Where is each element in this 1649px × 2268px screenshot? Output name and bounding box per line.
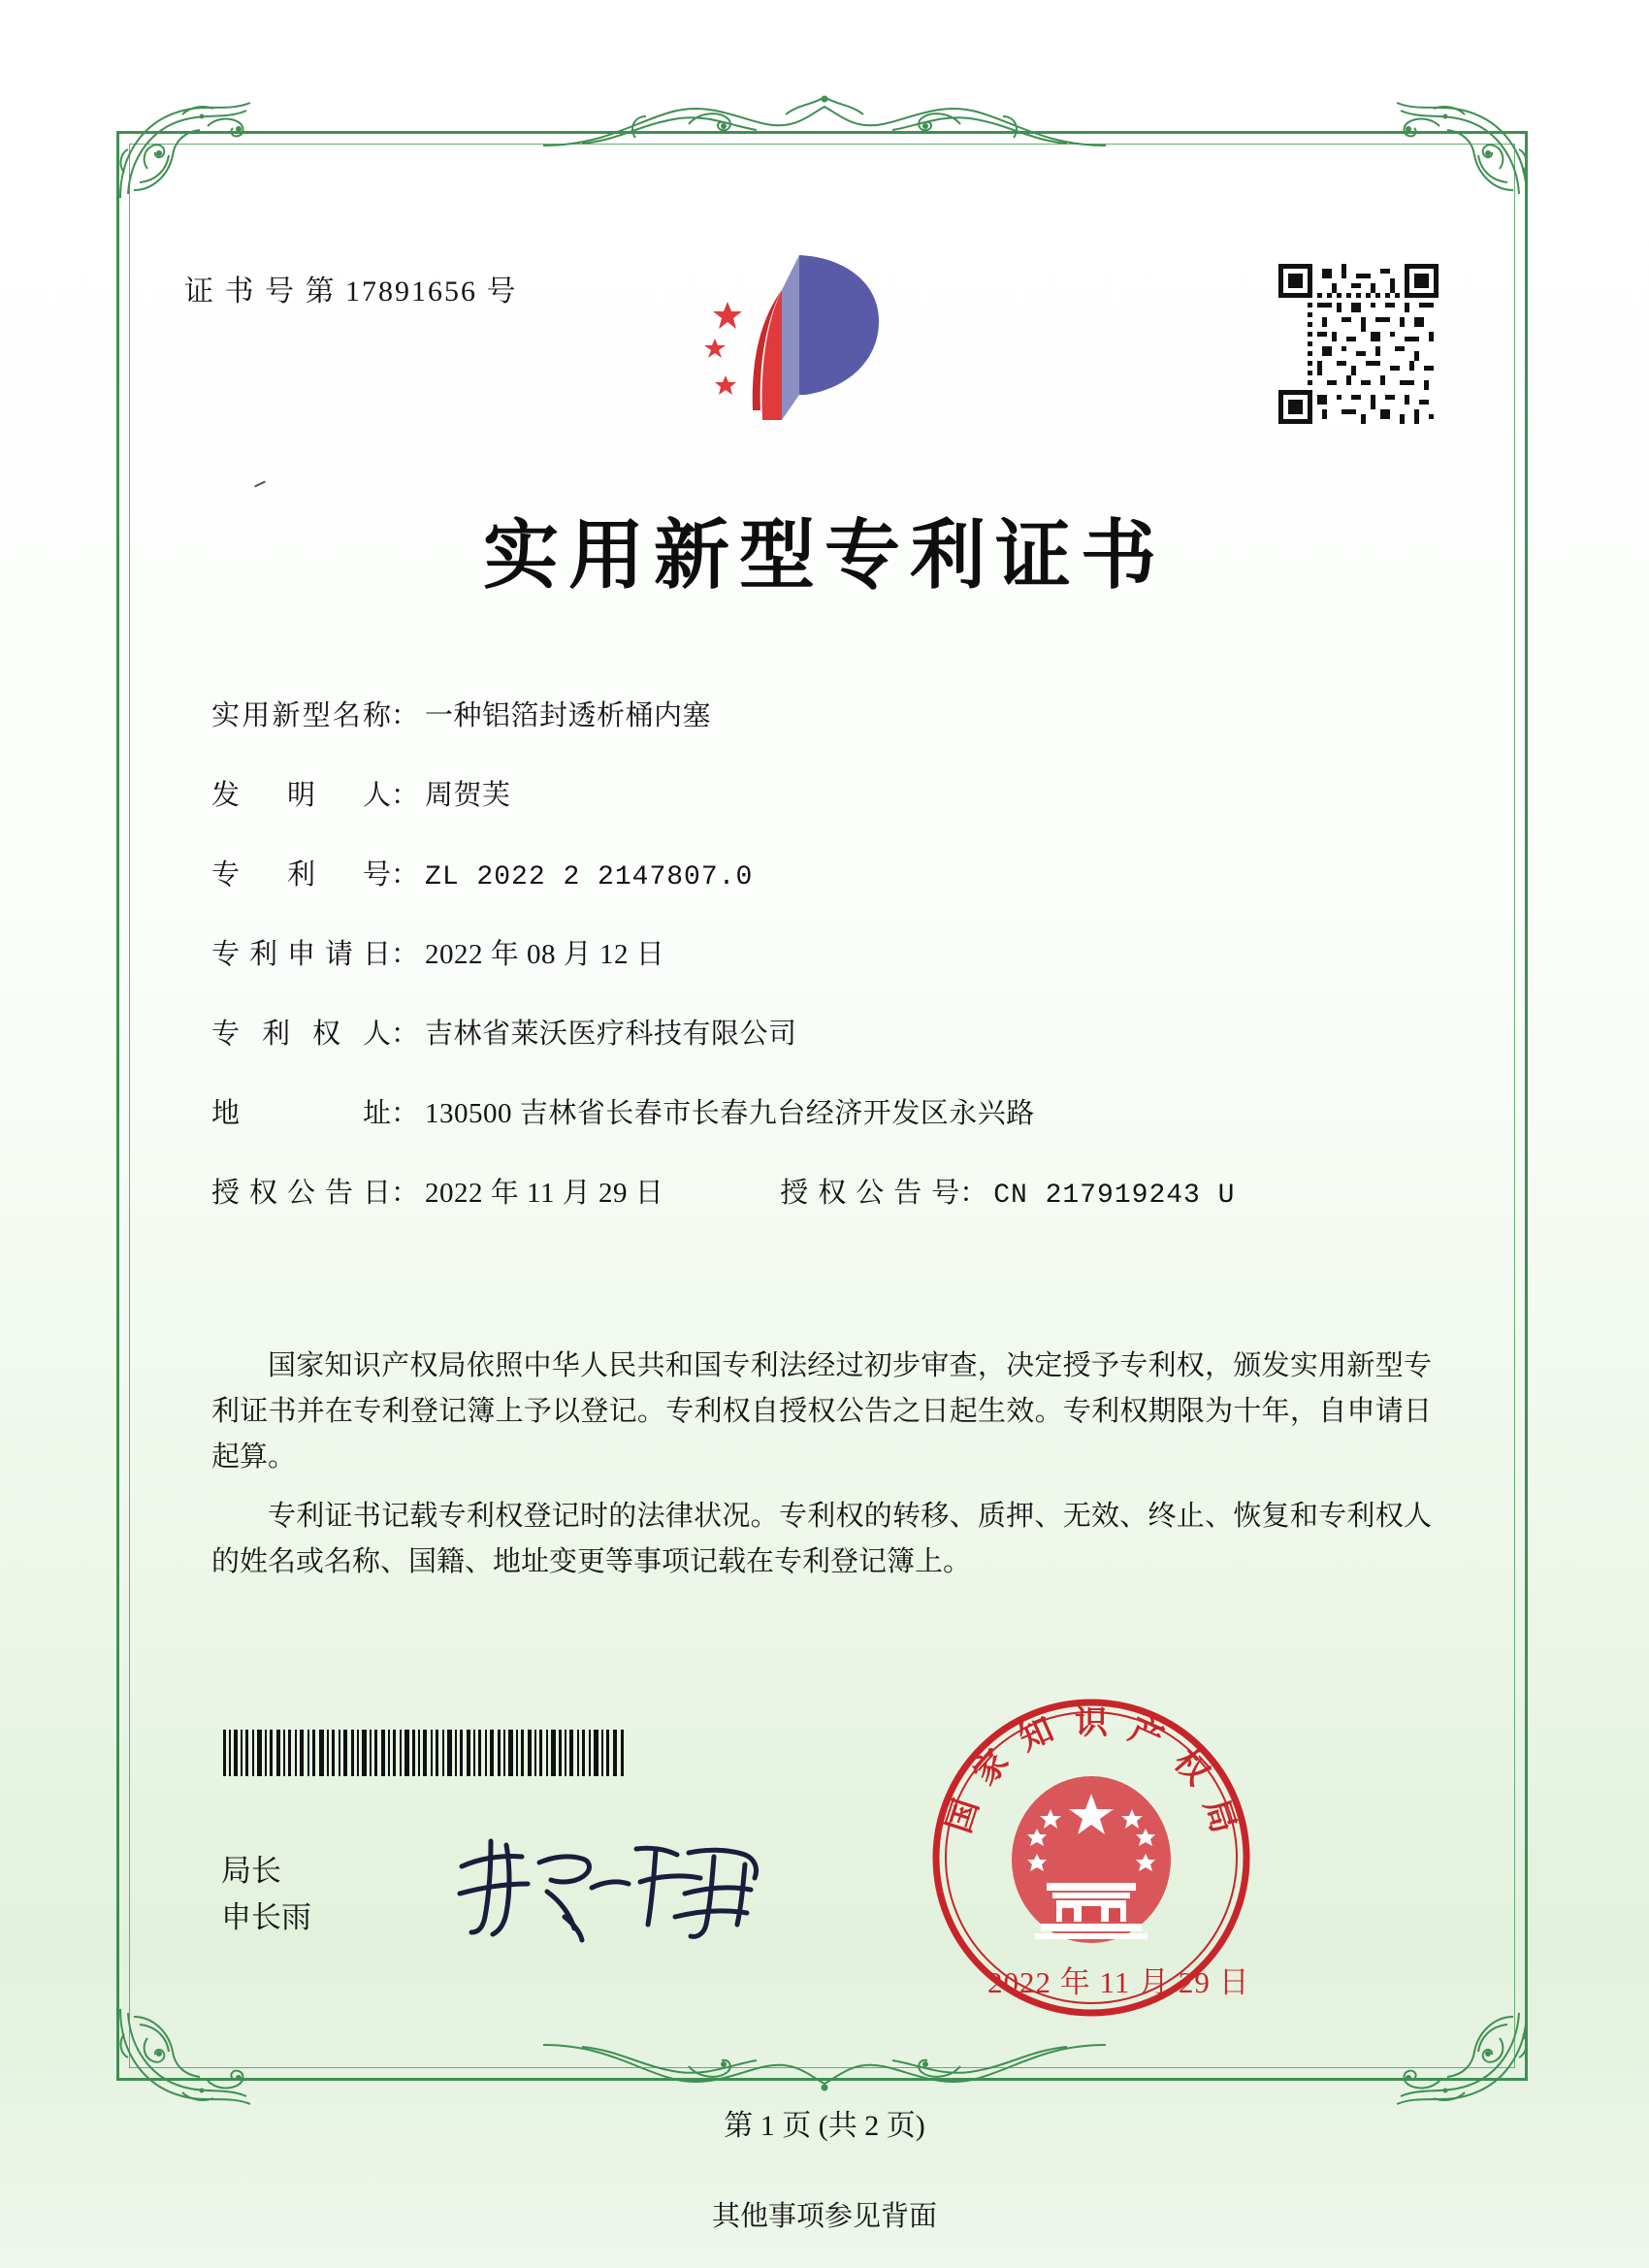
field-colon: ： — [391, 1019, 420, 1050]
field-row-grant — [211, 1171, 1424, 1211]
svg-text:权: 权 — [1166, 1741, 1217, 1794]
top-center-ornament — [543, 85, 1106, 163]
field-row-address — [211, 1091, 1424, 1131]
handwritten-signature-icon — [446, 1824, 805, 1950]
bottom-center-ornament — [543, 2037, 1106, 2105]
field-value-grant-date: 2022 年 11 月 29 日 — [425, 1178, 664, 1209]
qr-code-icon — [1278, 264, 1439, 424]
back-page-note: 其他事项参见背面 — [711, 2201, 937, 2232]
field-label-grant-date: 授权公告日 — [211, 1178, 391, 1209]
field-value-grant-number: CN 217919243 U — [993, 1181, 1236, 1211]
field-colon: ： — [391, 700, 420, 731]
signature-block — [221, 1848, 311, 1941]
patent-office-logo-icon — [698, 247, 902, 432]
svg-text:识: 识 — [1075, 1703, 1108, 1742]
seal-date: 2022 年 11 月 29 日 — [987, 1965, 1250, 1999]
certificate-number: 证 书 号 第 17891656 号 — [184, 275, 518, 308]
svg-text:知: 知 — [1013, 1709, 1060, 1760]
field-value-application-date: 2022 年 08 月 12 日 — [425, 939, 665, 970]
page-title: 实用新型专利证书 — [482, 511, 1166, 599]
field-colon: ： — [959, 1178, 988, 1209]
page-number: 第 1 页 (共 2 页) — [724, 2110, 925, 2142]
field-row-name — [211, 694, 1424, 733]
field-row-inventor — [211, 773, 1424, 813]
field-value-patentee: 吉林省莱沃医疗科技有限公司 — [425, 1019, 797, 1050]
field-label-inventor: 发 明 人 — [211, 780, 391, 811]
svg-text:产: 产 — [1122, 1709, 1170, 1760]
field-colon: ： — [391, 1098, 420, 1129]
svg-text:局: 局 — [1195, 1794, 1244, 1838]
signature-name-label: 申长雨 — [221, 1900, 311, 1935]
field-list — [211, 694, 1424, 1250]
svg-text:家: 家 — [965, 1741, 1017, 1794]
field-value-address: 130500 吉林省长春市长春九台经济开发区永兴路 — [425, 1098, 1035, 1129]
field-colon: ： — [391, 859, 420, 891]
field-row-patentee — [211, 1012, 1424, 1052]
field-value-patent-number: ZL 2022 2 2147807.0 — [425, 862, 754, 892]
field-colon: ： — [391, 1178, 420, 1209]
field-label-patentee: 专 利 权 人 — [211, 1019, 391, 1050]
field-label-address: 地 址 — [211, 1098, 391, 1129]
legal-paragraph-2: 专利证书记载专利权登记时的法律状况。专利权的转移、质押、无效、终止、恢复和专利权人的姓名或名称、国籍、地址变更等事项记载在专利登记簿上。 — [211, 1500, 1432, 1577]
field-row-application-date — [211, 932, 1424, 972]
svg-text:国: 国 — [939, 1794, 987, 1838]
field-label-name: 实用新型名称 — [211, 700, 391, 731]
barcode — [221, 1730, 629, 1776]
legal-text-block — [211, 1344, 1432, 1599]
field-value-inventor: 周贺芙 — [425, 780, 511, 811]
field-label-patent-number: 专 利 号 — [211, 859, 391, 891]
field-row-patent-number — [211, 853, 1424, 892]
legal-paragraph-1: 国家知识产权局依照中华人民共和国专利法经过初步审查，决定授予专利权，颁发实用新型专利证书并在专利登记簿上予以登记。专利权自授权公告之日起生效。专利权期限为十年，自申请日起算。 — [211, 1350, 1432, 1473]
field-colon: ： — [391, 939, 420, 970]
signature-role-label: 局长 — [221, 1854, 281, 1888]
field-label-grant-number: 授权公告号 — [780, 1178, 960, 1209]
field-label-application-date: 专利申请日 — [211, 939, 391, 970]
field-value-name: 一种铝箔封透析桶内塞 — [425, 700, 712, 731]
field-colon: ： — [391, 780, 420, 811]
